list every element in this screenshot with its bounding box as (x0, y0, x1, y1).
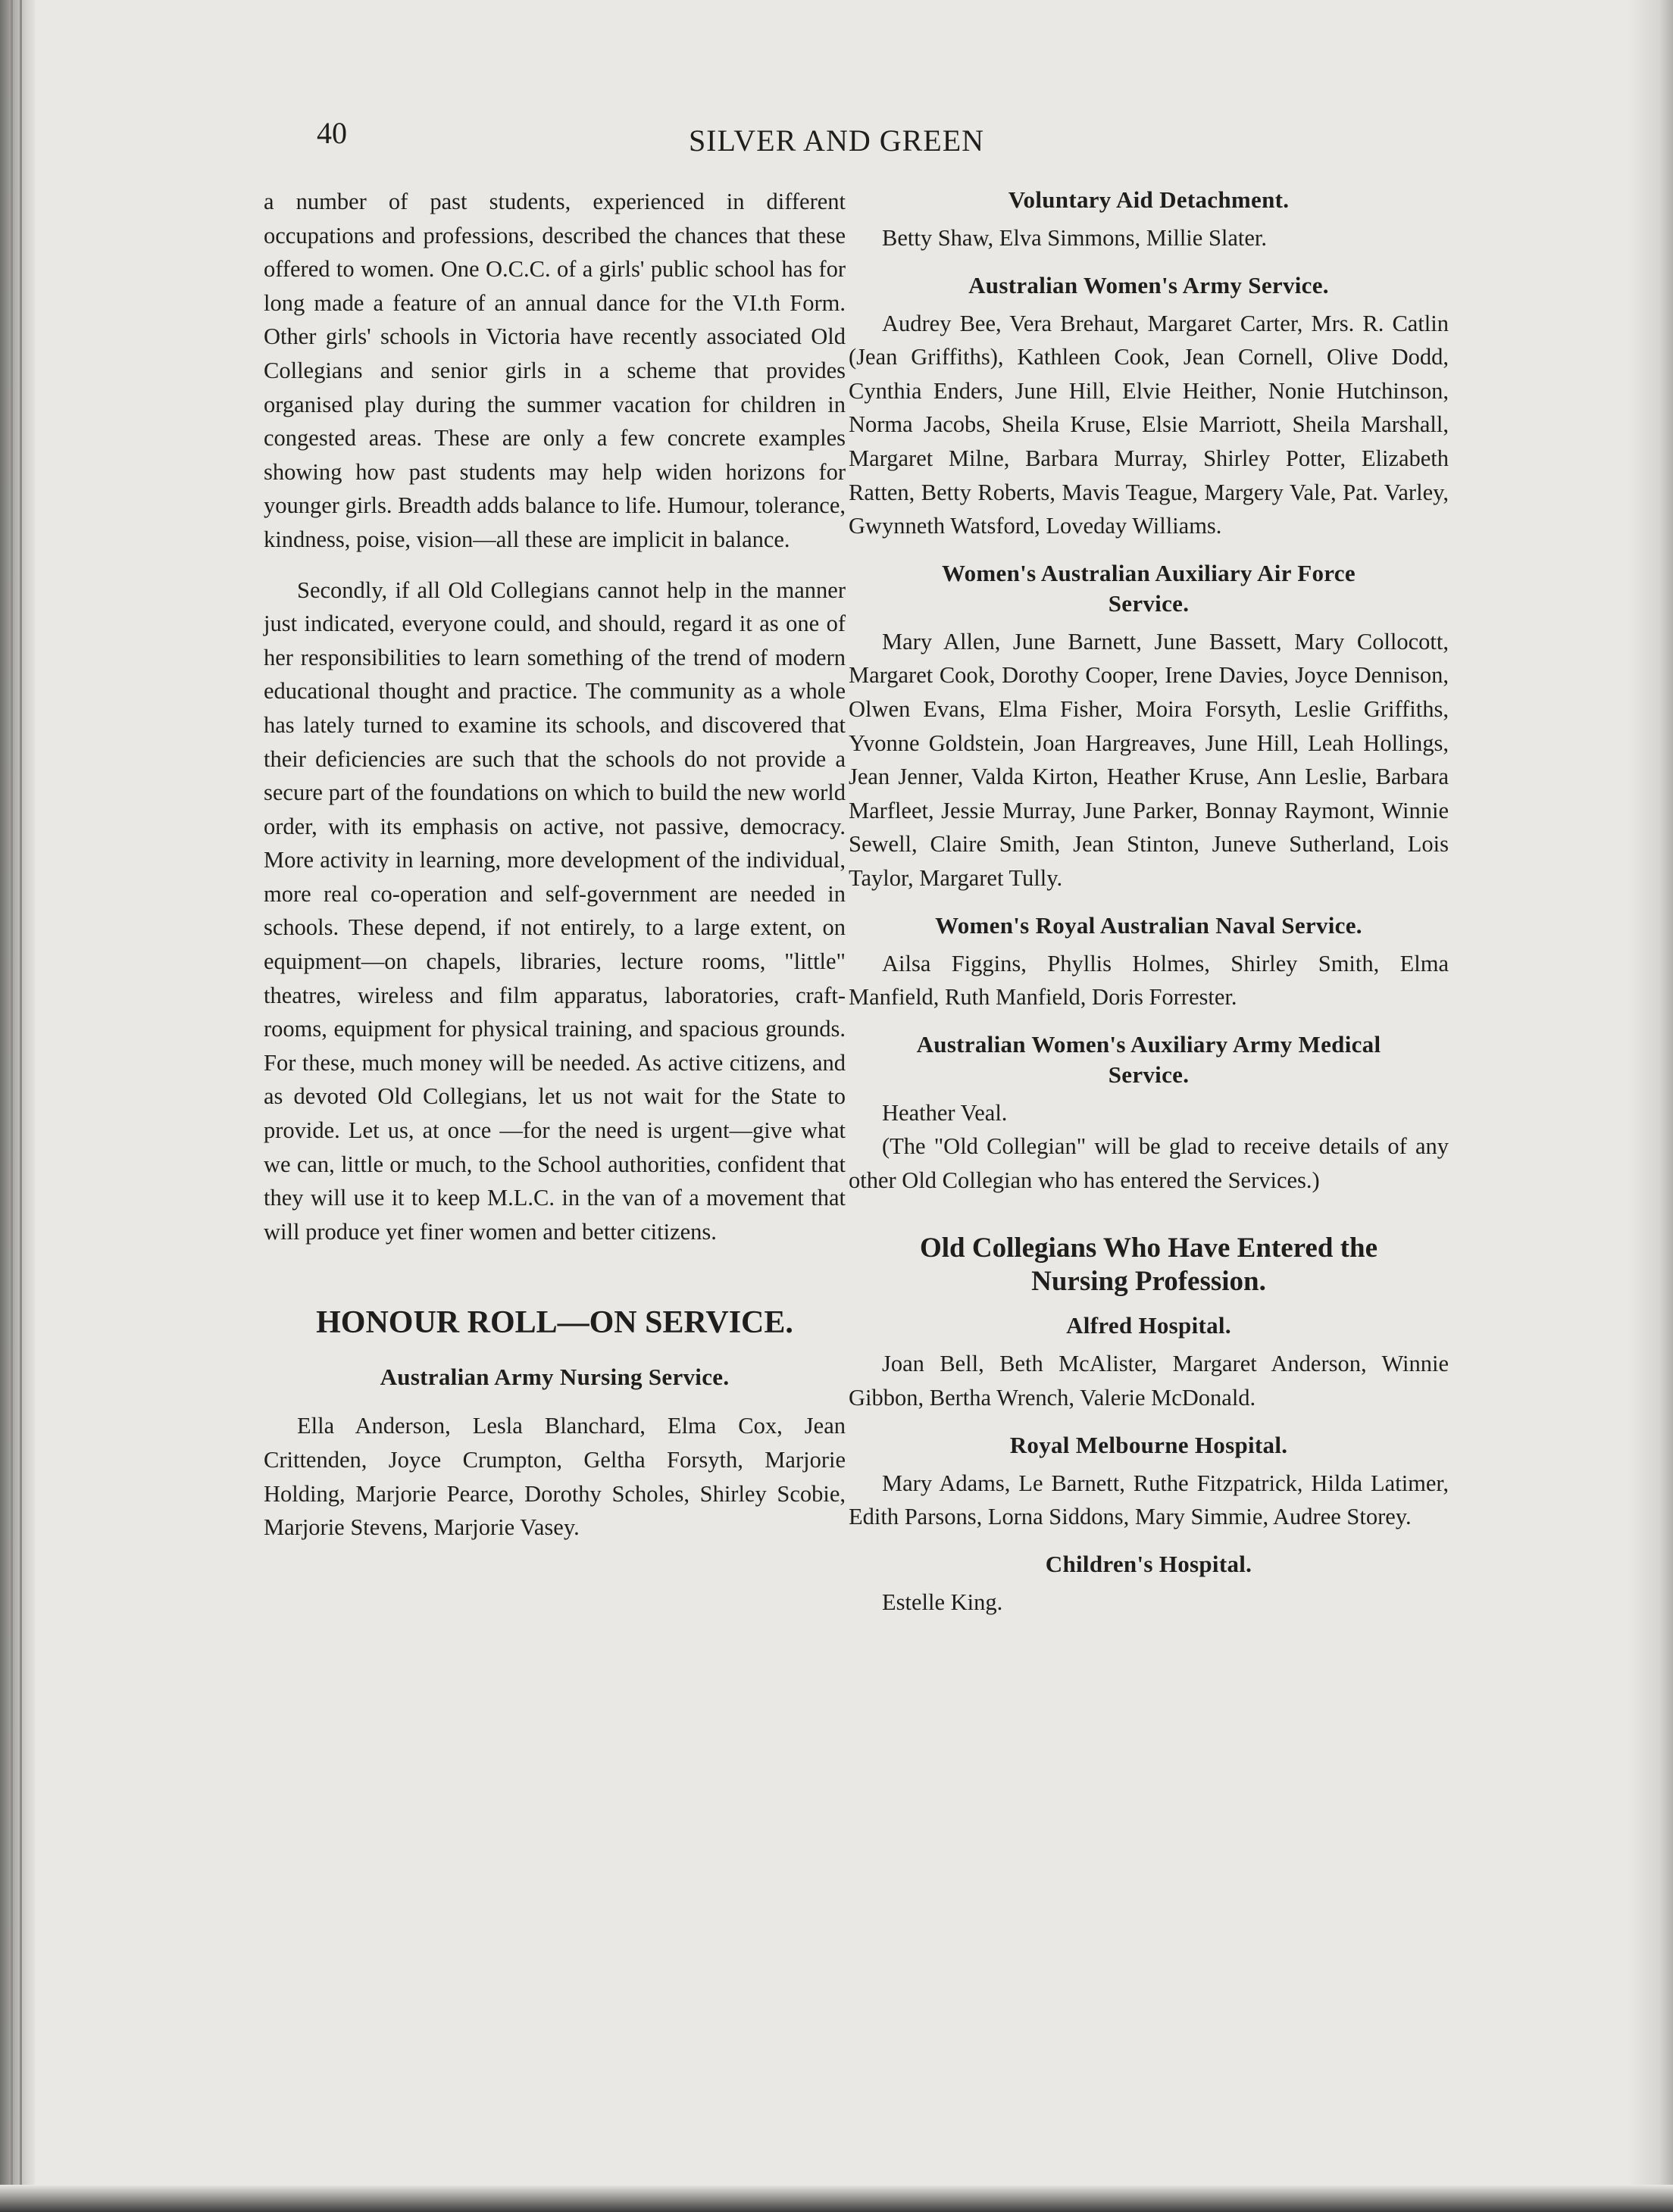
names-list: Ailsa Figgins, Phyllis Holmes, Shirley Smith, Elma Manfield, Ruth Manfield, Doris Forrester. (849, 950, 1449, 1011)
book-binding-shadow (0, 0, 35, 2212)
section-heading (849, 1029, 1449, 1090)
body-paragraph: a number of past students, experienced in different occupations and professions, described the chances that these offered to women. One O.C.C. of a girls' public school has for long made a feature of an annual dance for the VI.th Form. Other girls' schools in Victoria have recently associated Old Collegians and senior girls in a scheme that provides organised play during the summer vacation for children in congested areas. These are only a few concrete examples showing how past students may help widen horizons for younger girls. Breadth adds balance to life. Humour, tolerance, kindness, poise, vision—all these are implicit in balance. (264, 189, 846, 552)
section-heading: Children's Hospital. (1045, 1550, 1252, 1577)
section-heading-line: Women's Australian Auxiliary Air Force (942, 559, 1356, 586)
section-heading: Women's Royal Australian Naval Service. (935, 911, 1362, 939)
section-heading: Australian Army Nursing Service. (380, 1364, 730, 1391)
names-list: Joan Bell, Beth McAlister, Margaret Anderson, Winnie Gibbon, Bertha Wrench, Valerie McDonald. (849, 1351, 1449, 1411)
nursing-heading-line: Nursing Profession. (1031, 1266, 1266, 1298)
names-list: Ella Anderson, Lesla Blanchard, Elma Cox, Jean Crittenden, Joyce Crumpton, Geltha Forsyth, Marjorie Holding, Marjorie Pearce, Dorothy Scholes, Shirley Scobie, Marjorie Stevens, Marjorie Vasey. (264, 1413, 846, 1541)
binding-line (11, 0, 13, 2212)
nursing-heading (849, 1232, 1449, 1298)
nursing-heading-line: Old Collegians Who Have Entered the (919, 1233, 1378, 1264)
section-heading (849, 558, 1449, 619)
page-number: 40 (317, 116, 347, 150)
section-heading-line: Australian Women's Auxiliary Army Medical (916, 1030, 1381, 1058)
names-list: Mary Allen, June Barnett, June Bassett, Mary Collocott, Margaret Cook, Dorothy Cooper, Irene Davies, Joyce Dennison, Olwen Evans, Elma Fisher, Moira Forsyth, Leslie Griffiths, Yvonne Goldstein, Joan Hargreaves, June Hill, Leah Hollings, Jean Jenner, Valda Kirton, Heather Kruse, Ann Leslie, Barbara Marfleet, Jessie Murray, June Parker, Bonnay Raymont, Winnie Sewell, Claire Smith, Jean Stinton, Juneve Sutherland, Lois Taylor, Margaret Tully. (849, 628, 1449, 891)
names-list: Heather Veal. (882, 1099, 1008, 1126)
running-title: SILVER AND GREEN (688, 123, 985, 158)
section-heading-line: Service. (1108, 1061, 1190, 1088)
left-column (264, 185, 846, 1545)
section-heading: Alfred Hospital. (1066, 1312, 1231, 1339)
binding-line (20, 0, 22, 2212)
body-paragraph: Secondly, if all Old Collegians cannot help in the manner just indicated, everyone could, and should, regard it as one of her responsibilities to learn something of the trend of modern educational thought and practice. The community as a whole has lately turned to examine its schools, and discovered that their deficiencies are such that the schools do not provide a secure part of the foundations on which to build the new world order, with its emphasis on active, not passive, democracy. More activity in learning, more development of the individual, more real co-operation and self-government are needed in schools. These depend, if not entirely, to a large extent, on equipment—on chapels, libraries, lecture rooms, "little" theatres, wireless and film apparatus, laboratories, craft-rooms, equipment for physical training, and spacious grounds. For these, much money will be needed. As active citizens, and as devoted Old Collegians, let us not wait for the State to provide. Let us, at once —for the need is urgent—give what we can, little or much, to the School authorities, confident that they will use it to keep M.L.C. in the van of a movement that will produce yet finer women and better citizens. (264, 576, 846, 1245)
section-heading: Voluntary Aid Detachment. (1008, 186, 1290, 213)
editorial-note: (The "Old Collegian" will be glad to receive details of any other Old Collegian who has entered the Services.) (849, 1133, 1449, 1193)
page-bottom-edge (0, 2185, 1673, 2212)
honour-roll-heading: HONOUR ROLL—ON SERVICE. (316, 1305, 793, 1341)
names-list: Betty Shaw, Elva Simmons, Millie Slater. (882, 225, 1268, 251)
names-list: Mary Adams, Le Barnett, Ruthe Fitzpatrick, Hilda Latimer, Edith Parsons, Lorna Siddons, Mary Simmie, Audree Storey. (849, 1470, 1449, 1530)
page-edge-shadow (1628, 0, 1673, 2212)
names-list: Audrey Bee, Vera Brehaut, Margaret Carter, Mrs. R. Catlin (Jean Griffiths), Kathleen Cook, Jean Cornell, Olive Dodd, Cynthia Enders, June Hill, Elvie Heither, Nonie Hutchinson, Norma Jacobs, Sheila Kruse, Elsie Marriott, Sheila Marshall, Margaret Milne, Barbara Murray, Shirley Potter, Elizabeth Ratten, Betty Roberts, Mavis Teague, Margery Vale, Pat. Varley, Gwynneth Watsford, Loveday Williams. (849, 310, 1449, 539)
section-heading-line: Service. (1108, 589, 1190, 617)
names-list: Estelle King. (882, 1589, 1003, 1615)
section-heading: Australian Women's Army Service. (968, 271, 1329, 298)
section-heading: Royal Melbourne Hospital. (1009, 1431, 1288, 1458)
right-column (849, 185, 1449, 1619)
